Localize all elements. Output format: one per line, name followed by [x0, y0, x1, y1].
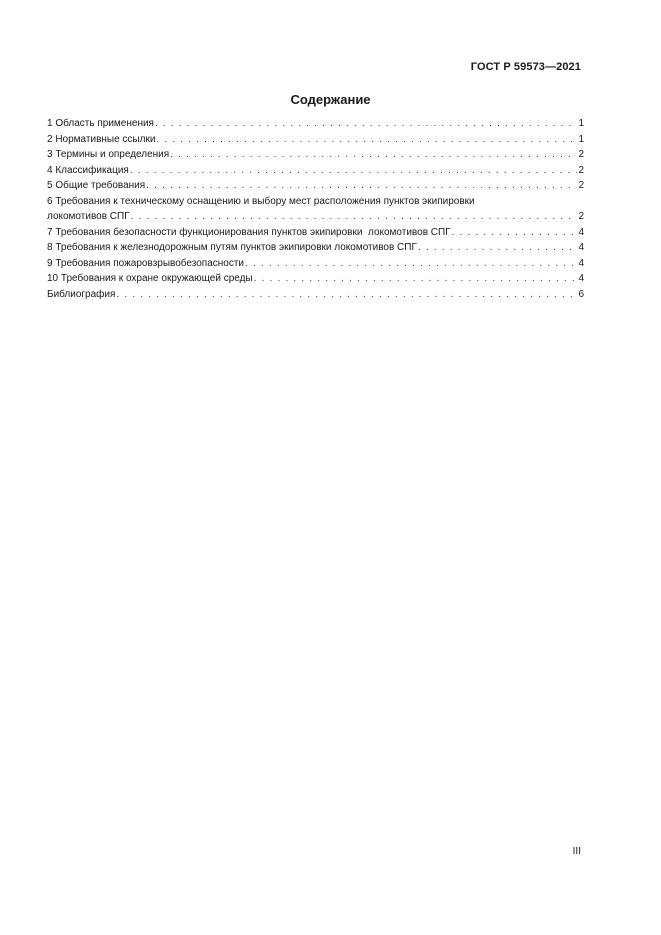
toc-entry-page: 4 — [578, 257, 584, 269]
toc-leader — [170, 147, 577, 163]
toc-leader — [245, 256, 577, 272]
toc-entry-label: 5 Общие требования — [47, 180, 146, 191]
toc-title: Содержание — [290, 92, 371, 107]
toc-entry-page: 2 — [578, 149, 584, 160]
toc-entry-page: 2 — [578, 164, 584, 176]
toc-entry-label: Библиография — [47, 288, 116, 300]
toc-entry[interactable] — [47, 271, 584, 287]
toc-entry-label: 4 Классификация — [47, 164, 129, 176]
toc-entry[interactable] — [47, 163, 584, 179]
toc-entry[interactable] — [47, 116, 584, 132]
document-code-header: ГОСТ Р 59573—2021 — [470, 61, 581, 73]
toc-entry[interactable] — [47, 225, 584, 241]
toc-entry-label: 8 Требования к железнодорожным путям пунктов экипировки локомотивов СПГ — [47, 242, 417, 253]
toc-leader — [452, 225, 578, 241]
toc-entry-label: 2 Нормативные ссылки — [47, 133, 156, 145]
toc-leader — [155, 116, 577, 132]
toc-entry-page: 4 — [578, 242, 584, 253]
toc-leader — [156, 132, 577, 148]
toc-leader — [131, 209, 578, 225]
toc-entry[interactable] — [47, 132, 584, 148]
toc-entry-label: 1 Область применения — [47, 118, 154, 129]
toc-entry[interactable] — [47, 256, 584, 272]
toc-entry[interactable] — [47, 240, 584, 256]
toc-entry[interactable] — [47, 147, 584, 163]
toc-entry-label: 9 Требования пожаровзрывобезопасности — [47, 257, 245, 269]
toc-entry-page: 2 — [578, 211, 584, 222]
toc-entry-page: 4 — [578, 273, 584, 284]
toc-entry-page: 2 — [578, 180, 584, 191]
table-of-contents — [47, 116, 584, 302]
toc-leader — [254, 271, 578, 287]
toc-leader — [146, 178, 577, 194]
toc-entry[interactable] — [47, 194, 584, 225]
toc-entry-label: 7 Требования безопасности функционирования пунктов экипировки локомотивов СПГ — [47, 226, 451, 238]
toc-entry-page: 4 — [578, 226, 584, 238]
toc-leader — [130, 163, 578, 179]
toc-entry-label-line1: 6 Требования к техническому оснащению и выбору мест расположения пунктов экипировки — [47, 195, 475, 207]
toc-entry-page: 1 — [578, 118, 584, 129]
toc-leader — [116, 287, 577, 303]
toc-entry-label-line2: локомотивов СПГ — [47, 211, 130, 222]
toc-entry-label: 10 Требования к охране окружающей среды — [47, 273, 253, 284]
toc-entry-page: 6 — [578, 288, 584, 300]
toc-entry[interactable] — [47, 287, 584, 303]
toc-entry-label: 3 Термины и определения — [47, 149, 170, 160]
toc-entry[interactable] — [47, 178, 584, 194]
toc-leader — [418, 240, 578, 256]
toc-entry-page: 1 — [578, 133, 584, 145]
page-number: III — [572, 846, 581, 857]
